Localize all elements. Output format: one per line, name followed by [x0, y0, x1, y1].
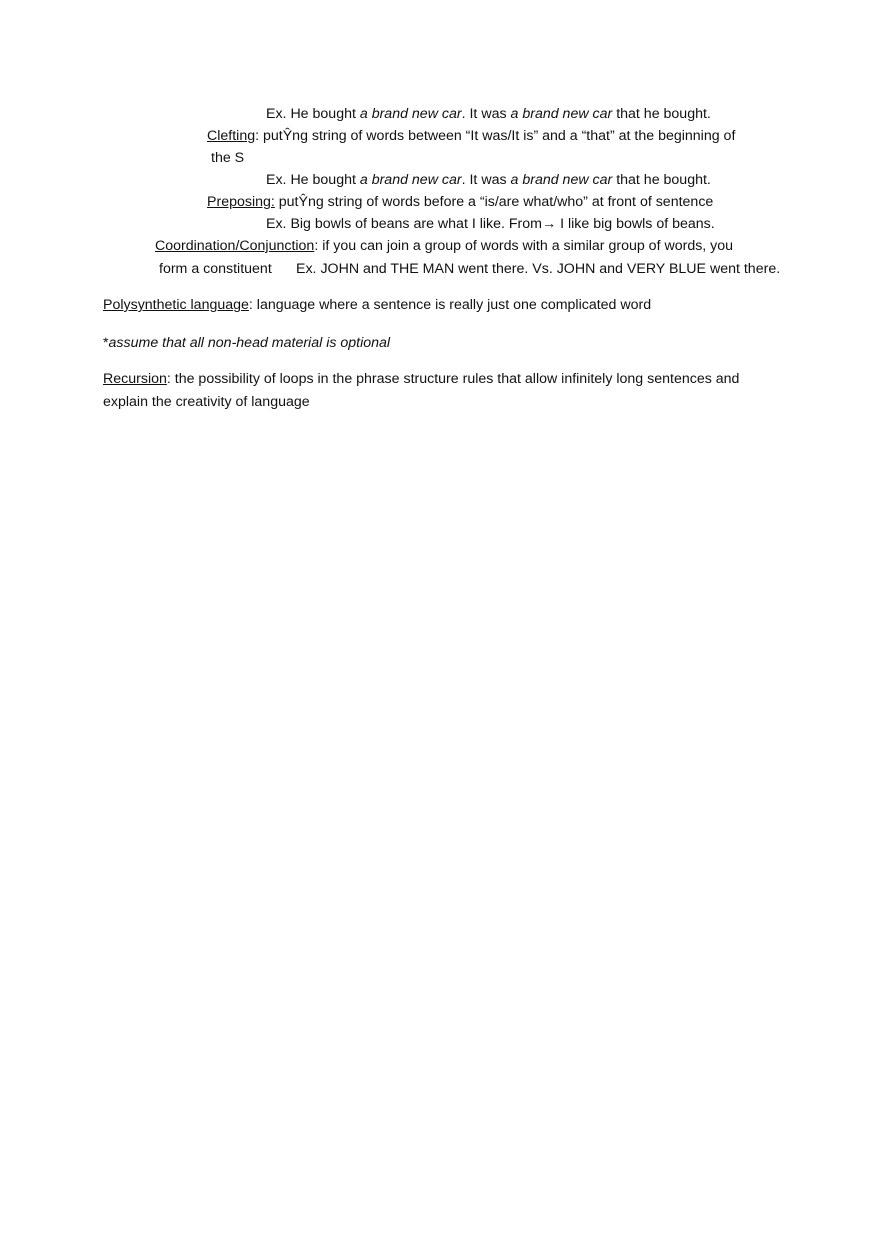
example-line-3 — [266, 214, 715, 234]
recursion-continuation: explain the creativity of language — [103, 394, 310, 410]
clefting-definition — [207, 126, 735, 146]
preposing-term: Preposing: — [207, 194, 275, 210]
clefting-term: Clefting — [207, 128, 256, 144]
recursion-term: Recursion — [103, 371, 167, 387]
example-italic: a brand new car — [510, 172, 613, 188]
example-text: Ex. Big bowls of beans are what I like. From — [266, 216, 542, 232]
asterisk: * — [103, 335, 109, 351]
preposing-definition — [207, 192, 713, 212]
polysynthetic-text: : language where a sentence is really just one complicated word — [248, 297, 652, 313]
clefting-text: : putŶng string of words between “It was/It is” and a “that” at the beginning of — [255, 128, 736, 144]
note-text: assume that all non-head material is optional — [108, 335, 391, 351]
polysynthetic-definition — [103, 295, 651, 315]
example-text: Ex. He bought — [266, 172, 360, 188]
coordination-definition — [155, 236, 733, 256]
clefting-continuation: the S — [211, 150, 245, 166]
example-text: . It was — [461, 172, 511, 188]
recursion-definition — [103, 369, 739, 389]
recursion-text: : the possibility of loops in the phrase structure rules that allow infinitely long sentences and — [166, 371, 740, 387]
arrow-right-icon: → — [541, 216, 557, 232]
coordination-text: : if you can join a group of words with a similar group of words, you — [314, 238, 734, 254]
coordination-example: Ex. JOHN and THE MAN went there. Vs. JOHN and VERY BLUE went there. — [296, 261, 781, 277]
coordination-continuation: form a constituent — [159, 261, 272, 277]
example-italic: a brand new car — [359, 172, 462, 188]
example-text: I like big bowls of beans. — [556, 216, 715, 232]
example-text: that he bought. — [612, 172, 711, 188]
example-text: Ex. He bought — [266, 106, 360, 122]
example-text: that he bought. — [612, 106, 711, 122]
example-line-2 — [266, 170, 711, 190]
coordination-term: Coordination/Conjunction — [155, 238, 315, 254]
example-italic: a brand new car — [510, 106, 613, 122]
example-italic: a brand new car — [359, 106, 462, 122]
preposing-text: putŶng string of words before a “is/are what/who” at front of sentence — [274, 194, 714, 210]
polysynthetic-term: Polysynthetic language — [103, 297, 249, 313]
example-text: . It was — [461, 106, 511, 122]
italic-note — [103, 333, 390, 353]
example-line-1 — [266, 104, 711, 124]
